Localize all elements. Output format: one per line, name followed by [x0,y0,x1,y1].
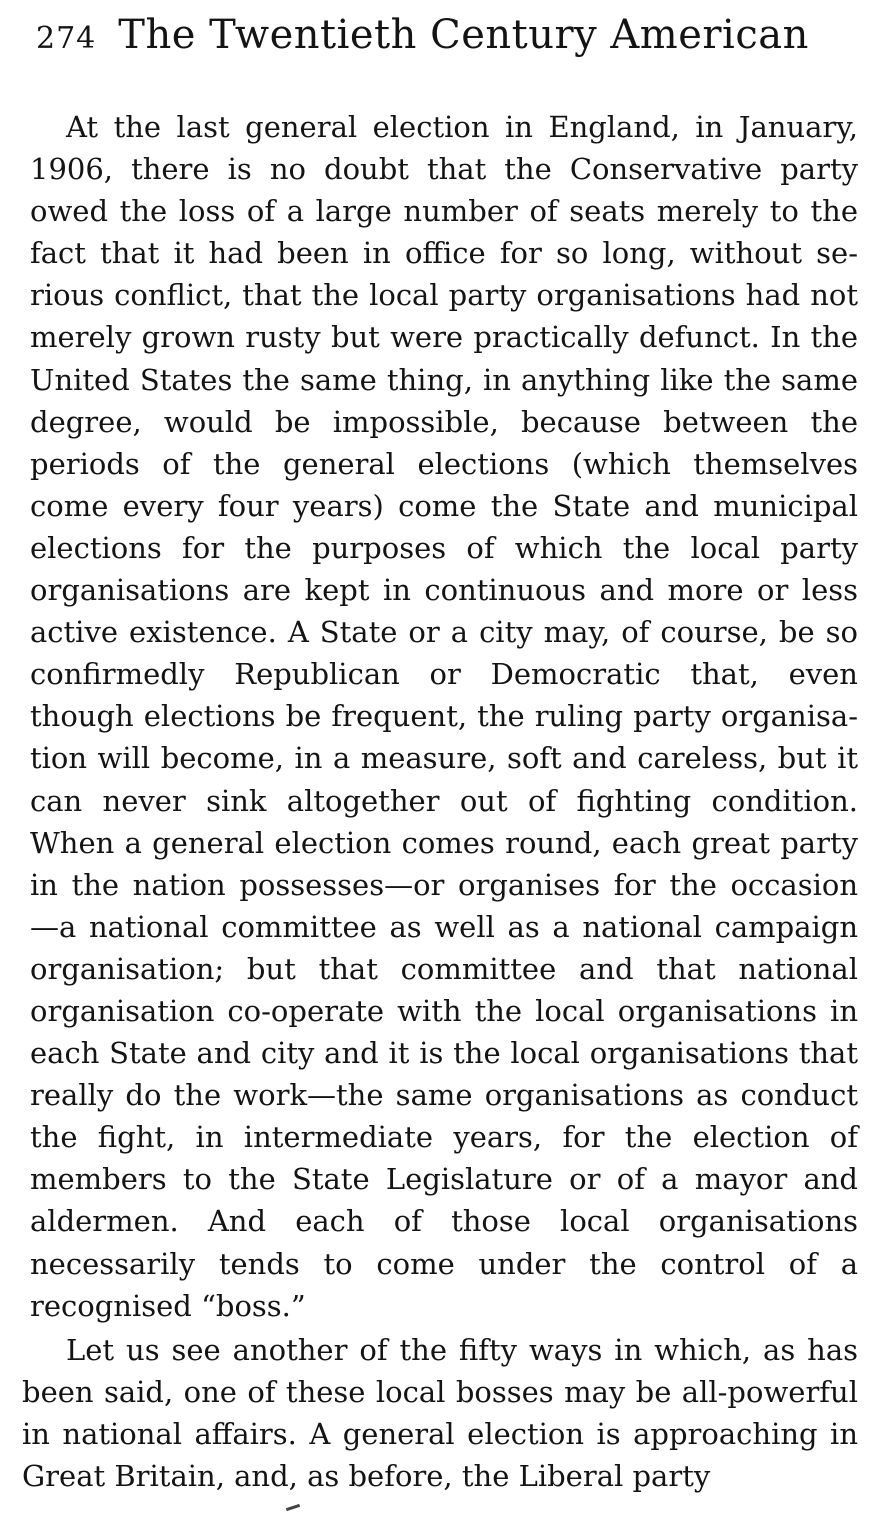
running-title: The Twentieth Century American [118,12,809,58]
print-smudge-mark [286,1504,300,1511]
paragraph-1: At the last general election in England, in January, 1906, there is no doubt that the Conservative party owed the loss of a large number of seats merely to the fact that it had been in office for so long, without serious conflict, that the local party organisations had not merely grown rusty but were practically defunct. In the United States the same thing, in anything like the same degree, would be impossible, because between the periods of the general elections (which themselves come every four years) come the State and municipal elections for the purposes of which the local party organisations are kept in continuous and more or less active existence. A State or a city may, of course, be so confirmedly Republican or Democratic that, even though elections be frequent, the ruling party organisation will become, in a measure, soft and careless, but it can never sink altogether out of fighting condition. When a general election comes round, each great party in the nation possesses—or organises for the occasion —a national committee as well as a national campaign organisation; but that committee and that national organisation co-operate with the local organisations in each State and city and it is the local organisations that really do the work—the same organisations as conduct the fight, in intermediate years, for the election of members to the State Legislature or of a mayor and aldermen. And each of those local organisations necessarily tends to come under the control of a recognised “boss.” [30,110,858,1323]
page-header [36,12,836,68]
page-number: 274 [36,21,97,56]
paragraph-2: Let us see another of the fifty ways in which, as has been said, one of these local bosses may be all-powerful in national affairs. A general election is approaching in Great Britain, and, as before, the Liberal party [22,1332,858,1493]
body-text [22,106,858,1497]
